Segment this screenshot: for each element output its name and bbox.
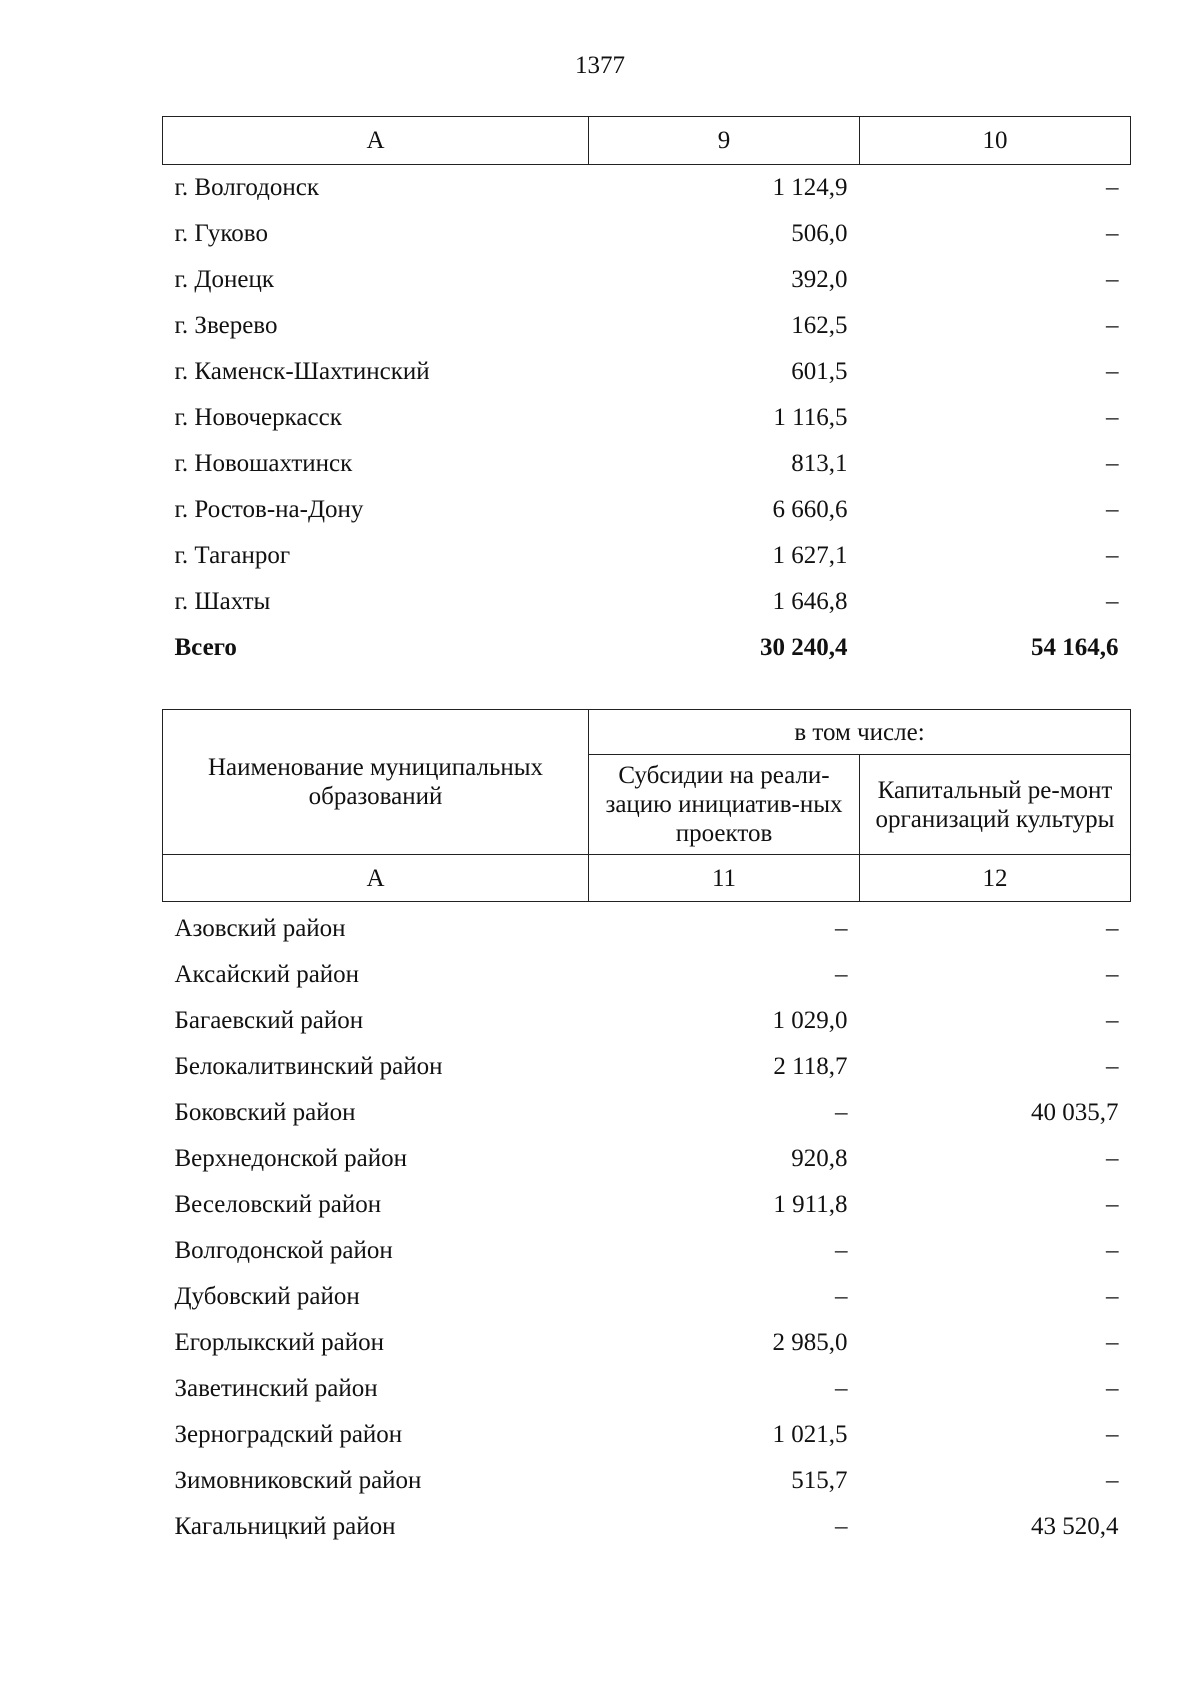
municipality-name: г. Каменск-Шахтинский bbox=[174, 358, 430, 385]
table-row bbox=[163, 1458, 1131, 1504]
table-row bbox=[163, 487, 1131, 533]
column-index-a: А bbox=[163, 117, 589, 165]
total-label: Всего bbox=[174, 634, 237, 661]
value-col-9: 813,1 bbox=[791, 450, 848, 477]
table-row bbox=[163, 1090, 1131, 1136]
municipality-name: г. Шахты bbox=[174, 588, 271, 615]
value-col-10: – bbox=[1106, 312, 1119, 339]
municipality-name: Багаевский район bbox=[174, 1007, 364, 1034]
municipality-name: г. Таганрог bbox=[174, 542, 291, 569]
municipality-name: г. Зверево bbox=[174, 312, 278, 339]
table-row bbox=[163, 1044, 1131, 1090]
value-col-12: – bbox=[1106, 1467, 1119, 1494]
value-col-12: – bbox=[1106, 1145, 1119, 1172]
value-col-12: – bbox=[1106, 1375, 1119, 1402]
table-row bbox=[163, 1274, 1131, 1320]
municipality-name: Зерноградский район bbox=[174, 1421, 403, 1448]
municipality-name: г. Ростов-на-Дону bbox=[174, 496, 364, 523]
column-index-10: 10 bbox=[860, 117, 1131, 165]
municipality-name: г. Новошахтинск bbox=[174, 450, 353, 477]
value-col-11: – bbox=[835, 961, 848, 988]
value-col-12: – bbox=[1106, 915, 1119, 942]
table-row bbox=[163, 349, 1131, 395]
value-col-11: – bbox=[835, 1375, 848, 1402]
municipality-name: Дубовский район bbox=[174, 1283, 360, 1310]
value-col-10: – bbox=[1106, 404, 1119, 431]
value-col-11: 2 985,0 bbox=[772, 1329, 848, 1356]
value-col-9: 162,5 bbox=[791, 312, 848, 339]
table-row bbox=[163, 533, 1131, 579]
total-row bbox=[163, 625, 1131, 671]
table-row bbox=[163, 211, 1131, 257]
table-row bbox=[163, 952, 1131, 998]
municipality-name: г. Новочеркасск bbox=[174, 404, 342, 431]
initiative-subsidies-header: Субсидии на реали-зацию инициатив-ных проектов bbox=[589, 755, 860, 855]
column-index-9: 9 bbox=[589, 117, 860, 165]
value-col-12: – bbox=[1106, 1007, 1119, 1034]
column-index-row bbox=[163, 855, 1131, 902]
value-col-9: 1 124,9 bbox=[772, 174, 848, 201]
municipality-name: Зимовниковский район bbox=[174, 1467, 422, 1494]
municipality-name: Азовский район bbox=[174, 915, 346, 942]
value-col-11: – bbox=[835, 1237, 848, 1264]
table-row bbox=[163, 1412, 1131, 1458]
table-row bbox=[163, 395, 1131, 441]
value-col-11: 1 021,5 bbox=[772, 1421, 848, 1448]
culture-repair-header: Капитальный ре-монт организаций культуры bbox=[860, 755, 1131, 855]
municipality-name: Белокалитвинский район bbox=[174, 1053, 443, 1080]
municipality-name: Кагальницкий район bbox=[174, 1513, 396, 1540]
municipality-name: Веселовский район bbox=[174, 1191, 382, 1218]
table-row bbox=[163, 1320, 1131, 1366]
table-row bbox=[163, 902, 1131, 953]
table-row bbox=[163, 998, 1131, 1044]
column-index-12: 12 bbox=[860, 855, 1131, 902]
total-col-10: 54 164,6 bbox=[1031, 634, 1119, 661]
value-col-11: 2 118,7 bbox=[773, 1053, 848, 1080]
value-col-9: 1 116,5 bbox=[773, 404, 848, 431]
municipality-name: Волгодонской район bbox=[174, 1237, 393, 1264]
table-row bbox=[163, 1136, 1131, 1182]
table-row bbox=[163, 1366, 1131, 1412]
value-col-11: – bbox=[835, 1513, 848, 1540]
table-row bbox=[163, 1504, 1131, 1550]
municipality-name: Заветинский район bbox=[174, 1375, 378, 1402]
value-col-10: – bbox=[1106, 542, 1119, 569]
value-col-10: – bbox=[1106, 496, 1119, 523]
value-col-12: – bbox=[1106, 961, 1119, 988]
column-index-row bbox=[163, 117, 1131, 165]
value-col-11: 920,8 bbox=[791, 1145, 848, 1172]
table-row bbox=[163, 165, 1131, 212]
value-col-10: – bbox=[1106, 266, 1119, 293]
value-col-11: – bbox=[835, 1099, 848, 1126]
table-row bbox=[163, 579, 1131, 625]
value-col-9: 506,0 bbox=[791, 220, 848, 247]
municipality-name: Аксайский район bbox=[174, 961, 360, 988]
value-col-12: – bbox=[1106, 1421, 1119, 1448]
header-row bbox=[163, 710, 1131, 755]
value-col-9: 392,0 bbox=[791, 266, 848, 293]
value-col-12: – bbox=[1106, 1283, 1119, 1310]
table-row bbox=[163, 441, 1131, 487]
value-col-12: 43 520,4 bbox=[1031, 1513, 1119, 1540]
table-row bbox=[163, 1182, 1131, 1228]
value-col-12: – bbox=[1106, 1237, 1119, 1264]
value-col-11: – bbox=[835, 915, 848, 942]
municipality-name: г. Гуково bbox=[174, 220, 268, 247]
value-col-12: – bbox=[1106, 1329, 1119, 1356]
municipality-name: Егорлыкский район bbox=[174, 1329, 384, 1356]
value-col-9: 601,5 bbox=[791, 358, 848, 385]
value-col-11: 1 911,8 bbox=[773, 1191, 848, 1218]
value-col-12: 40 035,7 bbox=[1031, 1099, 1119, 1126]
municipality-name-header: Наименование муниципальных образований bbox=[163, 710, 589, 855]
value-col-10: – bbox=[1106, 588, 1119, 615]
value-col-9: 6 660,6 bbox=[772, 496, 848, 523]
value-col-10: – bbox=[1106, 450, 1119, 477]
municipality-name: г. Волгодонск bbox=[174, 174, 320, 201]
value-col-10: – bbox=[1106, 174, 1119, 201]
value-col-11: 515,7 bbox=[791, 1467, 848, 1494]
total-col-9: 30 240,4 bbox=[760, 634, 848, 661]
page-number: 1377 bbox=[575, 52, 625, 79]
including-group-header: в том числе: bbox=[589, 710, 1131, 755]
value-col-9: 1 646,8 bbox=[772, 588, 848, 615]
column-index-a: А bbox=[163, 855, 589, 902]
value-col-10: – bbox=[1106, 358, 1119, 385]
column-index-11: 11 bbox=[589, 855, 860, 902]
municipality-name: Верхнедонской район bbox=[174, 1145, 407, 1172]
table-row bbox=[163, 1228, 1131, 1274]
table-row bbox=[163, 257, 1131, 303]
value-col-12: – bbox=[1106, 1191, 1119, 1218]
value-col-11: 1 029,0 bbox=[772, 1007, 848, 1034]
value-col-12: – bbox=[1106, 1053, 1119, 1080]
budget-table-part-2 bbox=[162, 709, 1131, 1550]
table-row bbox=[163, 303, 1131, 349]
value-col-10: – bbox=[1106, 220, 1119, 247]
value-col-11: – bbox=[835, 1283, 848, 1310]
municipality-name: г. Донецк bbox=[174, 266, 274, 293]
value-col-9: 1 627,1 bbox=[772, 542, 848, 569]
budget-table-part-1 bbox=[162, 116, 1131, 671]
municipality-name: Боковский район bbox=[174, 1099, 356, 1126]
